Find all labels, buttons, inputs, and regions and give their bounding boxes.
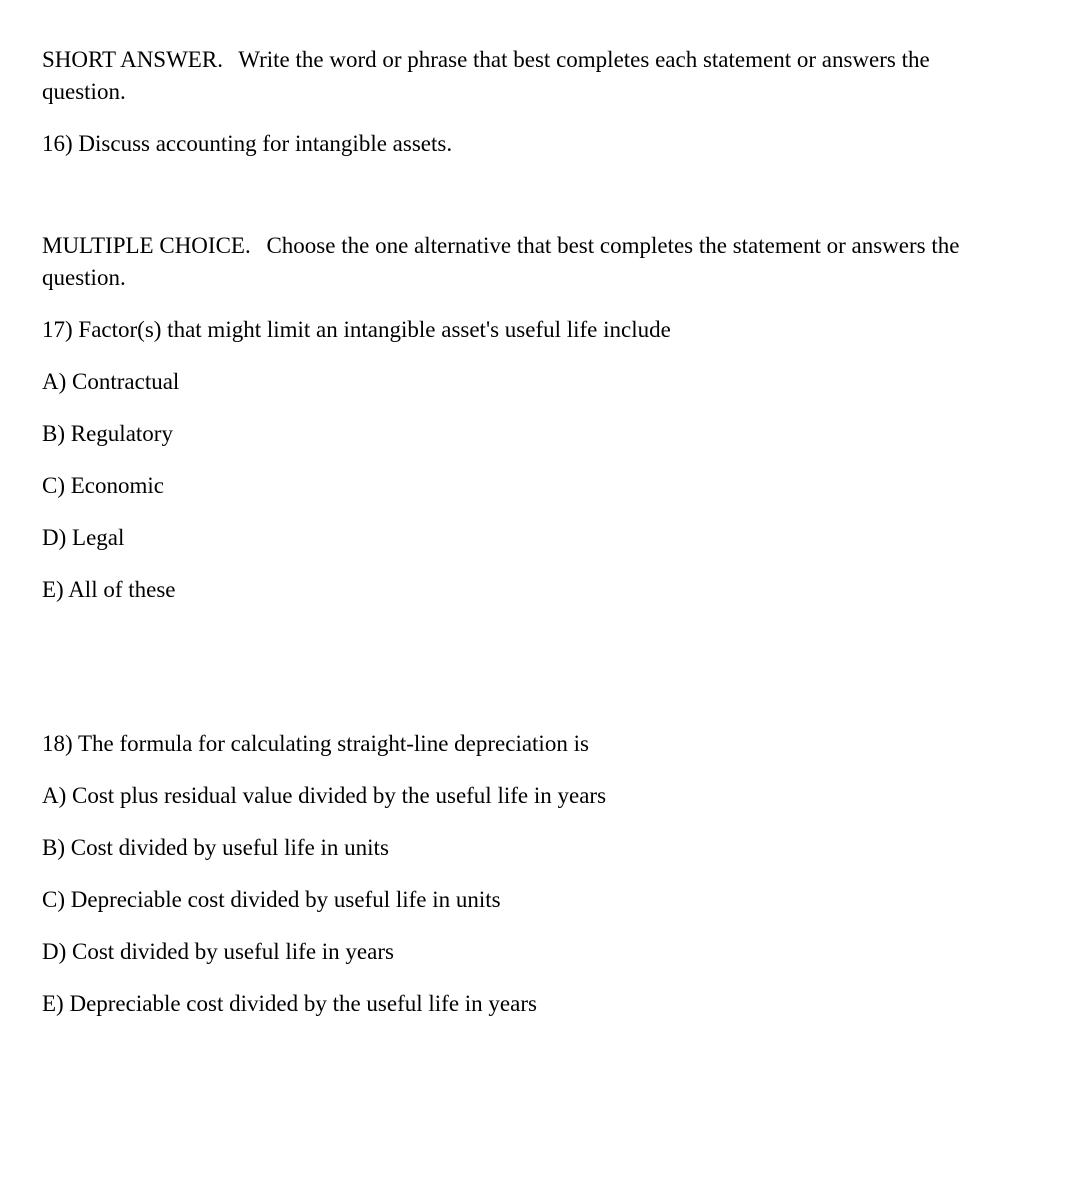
short-answer-heading: SHORT ANSWER. — [42, 47, 223, 72]
multiple-choice-heading: MULTIPLE CHOICE. — [42, 233, 251, 258]
question-17: 17) Factor(s) that might limit an intangible asset's useful life include — [42, 317, 671, 342]
q17-option-b: B) Regulatory — [42, 421, 173, 446]
q18-option-e: E) Depreciable cost divided by the useful life in years — [42, 991, 537, 1016]
q17-option-c: C) Economic — [42, 473, 164, 498]
question-16: 16) Discuss accounting for intangible assets. — [42, 131, 453, 156]
q18-option-b: B) Cost divided by useful life in units — [42, 835, 389, 860]
q18-option-c: C) Depreciable cost divided by useful life in units — [42, 887, 501, 912]
q18-option-d: D) Cost divided by useful life in years — [42, 939, 394, 964]
short-answer-instructions — [42, 44, 1002, 108]
multiple-choice-instruction-text: Choose the one alternative that best completes the statement or answers the question. — [42, 233, 960, 290]
q17-option-e: E) All of these — [42, 577, 176, 602]
short-answer-instruction-text: Write the word or phrase that best completes each statement or answers the question. — [42, 47, 930, 104]
q17-option-a: A) Contractual — [42, 369, 180, 394]
question-18: 18) The formula for calculating straight-line depreciation is — [42, 731, 589, 756]
multiple-choice-instructions — [42, 230, 1002, 294]
q18-option-a: A) Cost plus residual value divided by the useful life in years — [42, 783, 607, 808]
q17-option-d: D) Legal — [42, 525, 125, 550]
